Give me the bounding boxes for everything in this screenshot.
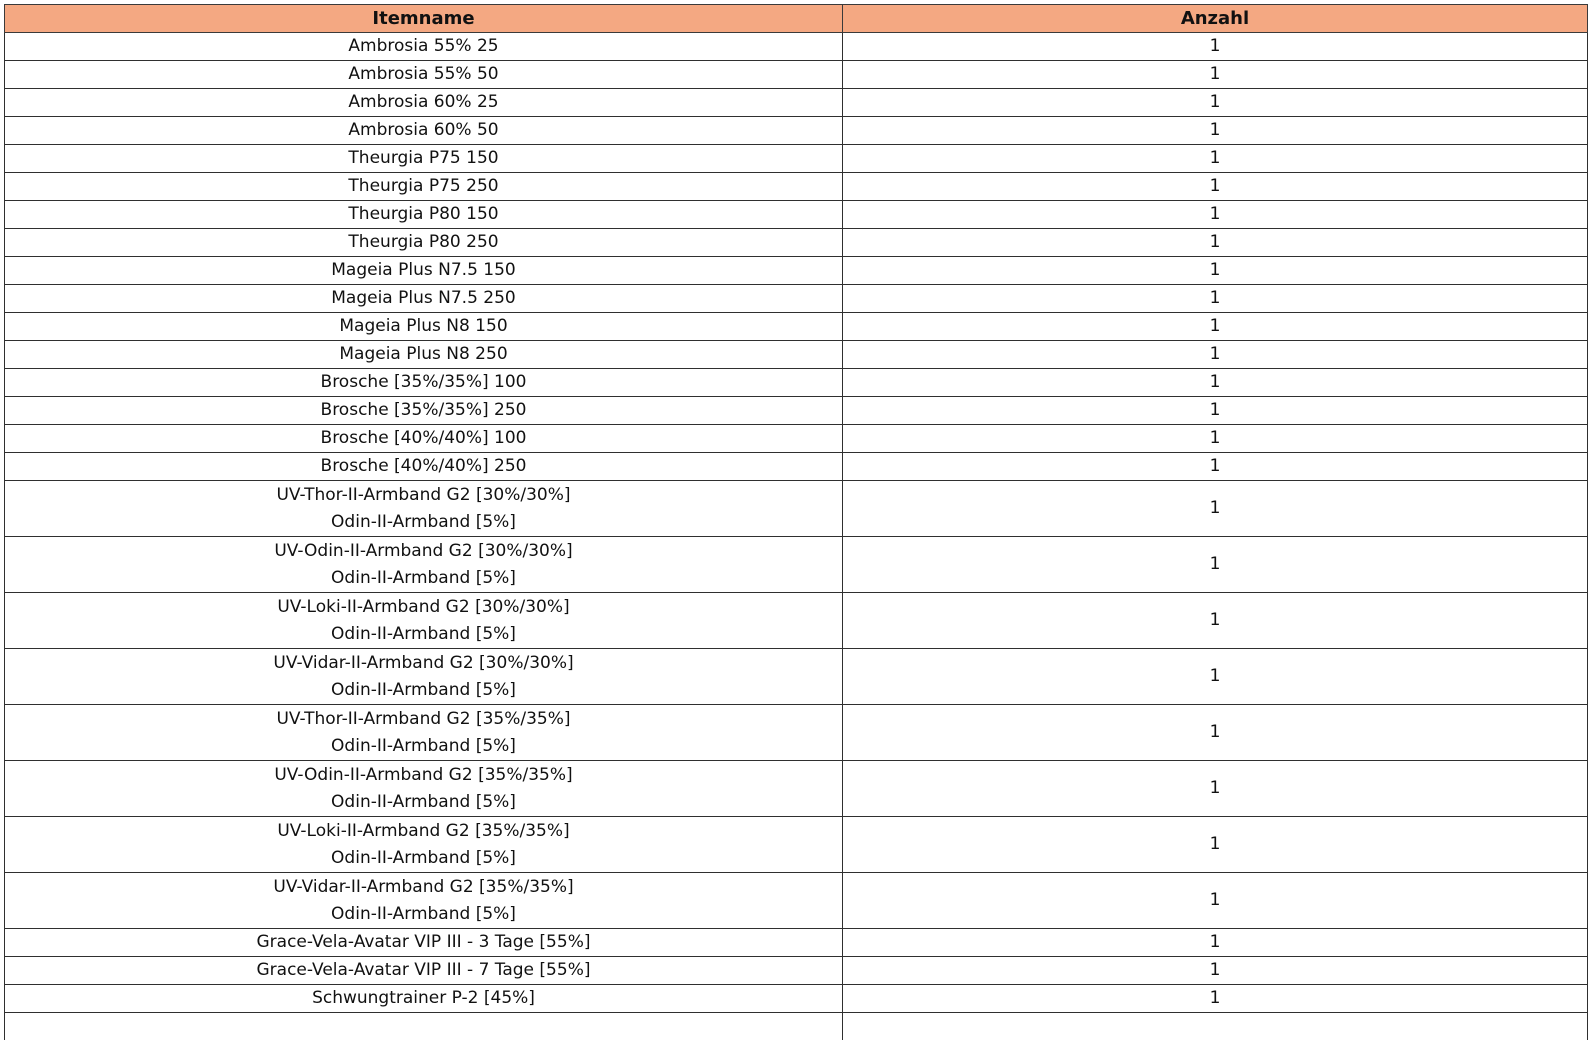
item-name-cell: [5, 285, 843, 313]
item-quantity: 1: [843, 705, 1588, 761]
item-quantity: 1: [843, 257, 1588, 285]
item-name-line: UV-Odin-II-Armband G2 [30%/30%]: [5, 537, 842, 564]
table-row: [5, 257, 1588, 285]
item-quantity: 1: [843, 61, 1588, 89]
table-row: [5, 957, 1588, 985]
item-name-line: UV-Odin-II-Armband G2 [35%/35%]: [5, 761, 842, 788]
table-row: [5, 229, 1588, 257]
item-name-line: UV-Loki-II-Armband G2 [35%/35%]: [5, 817, 842, 844]
item-quantity: 1: [843, 761, 1588, 817]
table-row: [5, 481, 1588, 537]
item-name-cell: [5, 537, 843, 593]
table-row: [5, 397, 1588, 425]
item-name-line: Odin-II-Armband [5%]: [5, 508, 842, 536]
item-name-line: UV-Vidar-II-Armband G2 [35%/35%]: [5, 873, 842, 900]
item-quantity: 1: [843, 957, 1588, 985]
item-name: Ambrosia 55% 25: [348, 36, 498, 56]
item-quantity: 1: [843, 537, 1588, 593]
item-name: Brosche [35%/35%] 100: [321, 372, 527, 392]
table-row: [5, 33, 1588, 61]
item-quantity: 1: [843, 201, 1588, 229]
item-quantity: 1: [843, 313, 1588, 341]
item-name-cell: [5, 425, 843, 453]
table-row: [5, 145, 1588, 173]
item-name: Theurgia P80 250: [348, 232, 498, 252]
item-name-cell: [5, 453, 843, 481]
item-table: [4, 4, 1588, 1040]
item-name: Mageia Plus N7.5 150: [331, 260, 516, 280]
item-quantity: 1: [843, 145, 1588, 173]
item-name: Brosche [40%/40%] 250: [321, 456, 527, 476]
item-name-line: UV-Vidar-II-Armband G2 [30%/30%]: [5, 649, 842, 676]
item-quantity: 1: [843, 173, 1588, 201]
item-name-cell: [5, 61, 843, 89]
item-name-cell: [5, 705, 843, 761]
item-quantity: 1: [843, 285, 1588, 313]
item-name-cell: [5, 649, 843, 705]
item-name-cell: [5, 89, 843, 117]
item-name-cell: [5, 397, 843, 425]
item-name-line: Odin-II-Armband [5%]: [5, 620, 842, 648]
item-name-cell: [5, 145, 843, 173]
item-name-cell: [5, 481, 843, 537]
item-name-cell: [5, 313, 843, 341]
item-name-line: Odin-II-Armband [5%]: [5, 564, 842, 592]
item-quantity: 1: [843, 873, 1588, 929]
item-name: Ambrosia 60% 25: [348, 92, 498, 112]
item-name-cell: [5, 957, 843, 985]
table-row: [5, 173, 1588, 201]
table-row: [5, 453, 1588, 481]
item-name-cell: [5, 985, 843, 1013]
item-quantity: 1: [843, 425, 1588, 453]
table-row: [5, 649, 1588, 705]
item-name: Brosche [40%/40%] 100: [321, 428, 527, 448]
table-row: [5, 593, 1588, 649]
item-quantity: 1: [843, 33, 1588, 61]
item-name-line: UV-Loki-II-Armband G2 [30%/30%]: [5, 593, 842, 620]
item-name-line: Odin-II-Armband [5%]: [5, 844, 842, 872]
item-name: Theurgia P80 150: [348, 204, 498, 224]
table-row: [5, 201, 1588, 229]
item-quantity: 1: [843, 593, 1588, 649]
item-name-line: UV-Thor-II-Armband G2 [35%/35%]: [5, 705, 842, 732]
item-name-line: Odin-II-Armband [5%]: [5, 732, 842, 760]
item-name: Schwungtrainer P-2 [45%]: [312, 988, 535, 1008]
table-row: [5, 89, 1588, 117]
header-anzahl: Anzahl: [843, 5, 1588, 33]
item-name: Ambrosia 55% 50: [348, 64, 498, 84]
header-row: [5, 5, 1588, 33]
item-name-line: Odin-II-Armband [5%]: [5, 676, 842, 704]
table-row: [5, 313, 1588, 341]
item-name-cell: [5, 201, 843, 229]
table-row: [5, 761, 1588, 817]
item-name-cell: [5, 173, 843, 201]
item-quantity: 1: [843, 341, 1588, 369]
item-name: Mageia Plus N8 150: [339, 316, 507, 336]
table-row: [5, 817, 1588, 873]
item-name-cell: [5, 873, 843, 929]
item-quantity: 1: [843, 453, 1588, 481]
item-quantity: 1: [843, 117, 1588, 145]
item-name: Ambrosia 60% 50: [348, 120, 498, 140]
item-name-line: Odin-II-Armband [5%]: [5, 788, 842, 816]
item-name-cell: [5, 817, 843, 873]
item-name-cell: [5, 33, 843, 61]
table-row: [5, 425, 1588, 453]
table-row-partial: [5, 1013, 1588, 1040]
header-itemname: Itemname: [5, 5, 843, 33]
table-row: [5, 369, 1588, 397]
item-quantity: 1: [843, 369, 1588, 397]
table-row: [5, 285, 1588, 313]
item-name: Theurgia P75 150: [348, 148, 498, 168]
item-name: Theurgia P75 250: [348, 176, 498, 196]
item-name-line: Odin-II-Armband [5%]: [5, 900, 842, 928]
item-name-cell: [5, 593, 843, 649]
item-quantity: 1: [843, 985, 1588, 1013]
item-name: Mageia Plus N7.5 250: [331, 288, 516, 308]
item-quantity: 1: [843, 929, 1588, 957]
table-row: [5, 929, 1588, 957]
item-quantity: 1: [843, 229, 1588, 257]
item-name: Grace-Vela-Avatar VIP III - 3 Tage [55%]: [257, 932, 591, 952]
table-row: [5, 117, 1588, 145]
item-quantity: 1: [843, 817, 1588, 873]
table-row: [5, 873, 1588, 929]
item-name-cell: [5, 257, 843, 285]
empty-cell: [843, 1013, 1588, 1040]
item-quantity: 1: [843, 89, 1588, 117]
item-name-cell: [5, 369, 843, 397]
table-row: [5, 341, 1588, 369]
table-row: [5, 985, 1588, 1013]
item-name-cell: [5, 341, 843, 369]
item-name-cell: [5, 761, 843, 817]
item-quantity: 1: [843, 481, 1588, 537]
item-name-line: UV-Thor-II-Armband G2 [30%/30%]: [5, 481, 842, 508]
empty-cell: [5, 1013, 843, 1040]
item-name: Grace-Vela-Avatar VIP III - 7 Tage [55%]: [257, 960, 591, 980]
item-name-cell: [5, 117, 843, 145]
item-quantity: 1: [843, 649, 1588, 705]
item-name: Brosche [35%/35%] 250: [321, 400, 527, 420]
table-row: [5, 61, 1588, 89]
table-row: [5, 705, 1588, 761]
item-quantity: 1: [843, 397, 1588, 425]
item-name-cell: [5, 229, 843, 257]
table-body: [5, 33, 1588, 1040]
item-name-cell: [5, 929, 843, 957]
table-row: [5, 537, 1588, 593]
item-name: Mageia Plus N8 250: [339, 344, 507, 364]
